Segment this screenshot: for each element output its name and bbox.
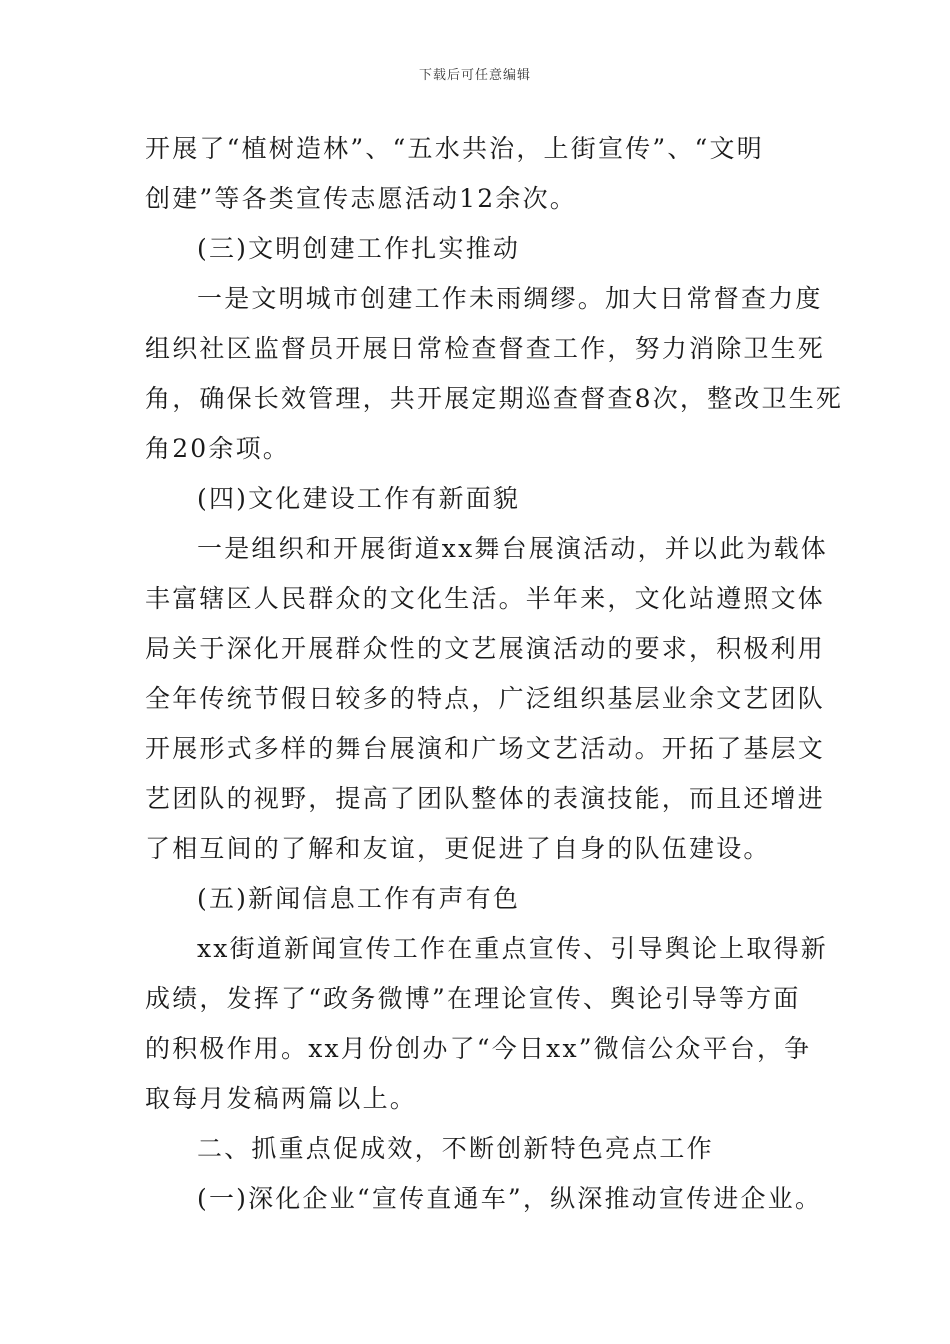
text-line-1: 开展了“植树造林”、“五水共治，上街宣传”、“文明 (145, 134, 764, 163)
subsection-heading-1: (一)深化企业“宣传直通车”，纵深推动宣传进企业。 (197, 1184, 823, 1213)
text-line-17: xx街道新闻宣传工作在重点宣传、引导舆论上取得新 (197, 934, 829, 963)
section-heading-2: 二、抓重点促成效，不断创新特色亮点工作 (197, 1134, 714, 1163)
text-line-18: 成绩，发挥了“政务微博”在理论宣传、舆论引导等方面 (145, 984, 801, 1013)
text-line-14: 艺团队的视野，提高了团队整体的表演技能，而且还增进 (145, 784, 826, 813)
text-line-12: 全年传统节假日较多的特点，广泛组织基层业余文艺团队 (145, 684, 826, 713)
text-line-2: 创建”等各类宣传志愿活动12余次。 (145, 184, 577, 213)
page-header: 下载后可任意编辑 (418, 68, 531, 83)
document-body (145, 124, 844, 1224)
text-line-19: 的积极作用。xx月份创办了“今日xx”微信公众平台，争 (145, 1034, 812, 1063)
text-line-4: 一是文明城市创建工作未雨绸缪。加大日常督查力度 (197, 284, 823, 313)
text-line-5: 组织社区监督员开展日常检查督查工作，努力消除卫生死 (145, 334, 826, 363)
text-line-11: 局关于深化开展群众性的文艺展演活动的要求，积极利用 (145, 634, 826, 663)
section-heading-5: (五)新闻信息工作有声有色 (197, 884, 521, 913)
text-line-6: 角，确保长效管理，共开展定期巡查督查8次，整改卫生死 (145, 384, 844, 413)
text-line-7: 角20余项。 (145, 434, 291, 463)
section-heading-3: (三)文明创建工作扎实推动 (197, 234, 521, 263)
text-line-13: 开展形式多样的舞台展演和广场文艺活动。开拓了基层文 (145, 734, 826, 763)
section-heading-4: (四)文化建设工作有新面貌 (197, 484, 521, 513)
text-line-10: 丰富辖区人民群众的文化生活。半年来，文化站遵照文体 (145, 584, 826, 613)
text-line-20: 取每月发稿两篇以上。 (145, 1084, 418, 1113)
text-line-15: 了相互间的了解和友谊，更促进了自身的队伍建设。 (145, 834, 771, 863)
text-line-9: 一是组织和开展街道xx舞台展演活动，并以此为载体 (197, 534, 829, 563)
